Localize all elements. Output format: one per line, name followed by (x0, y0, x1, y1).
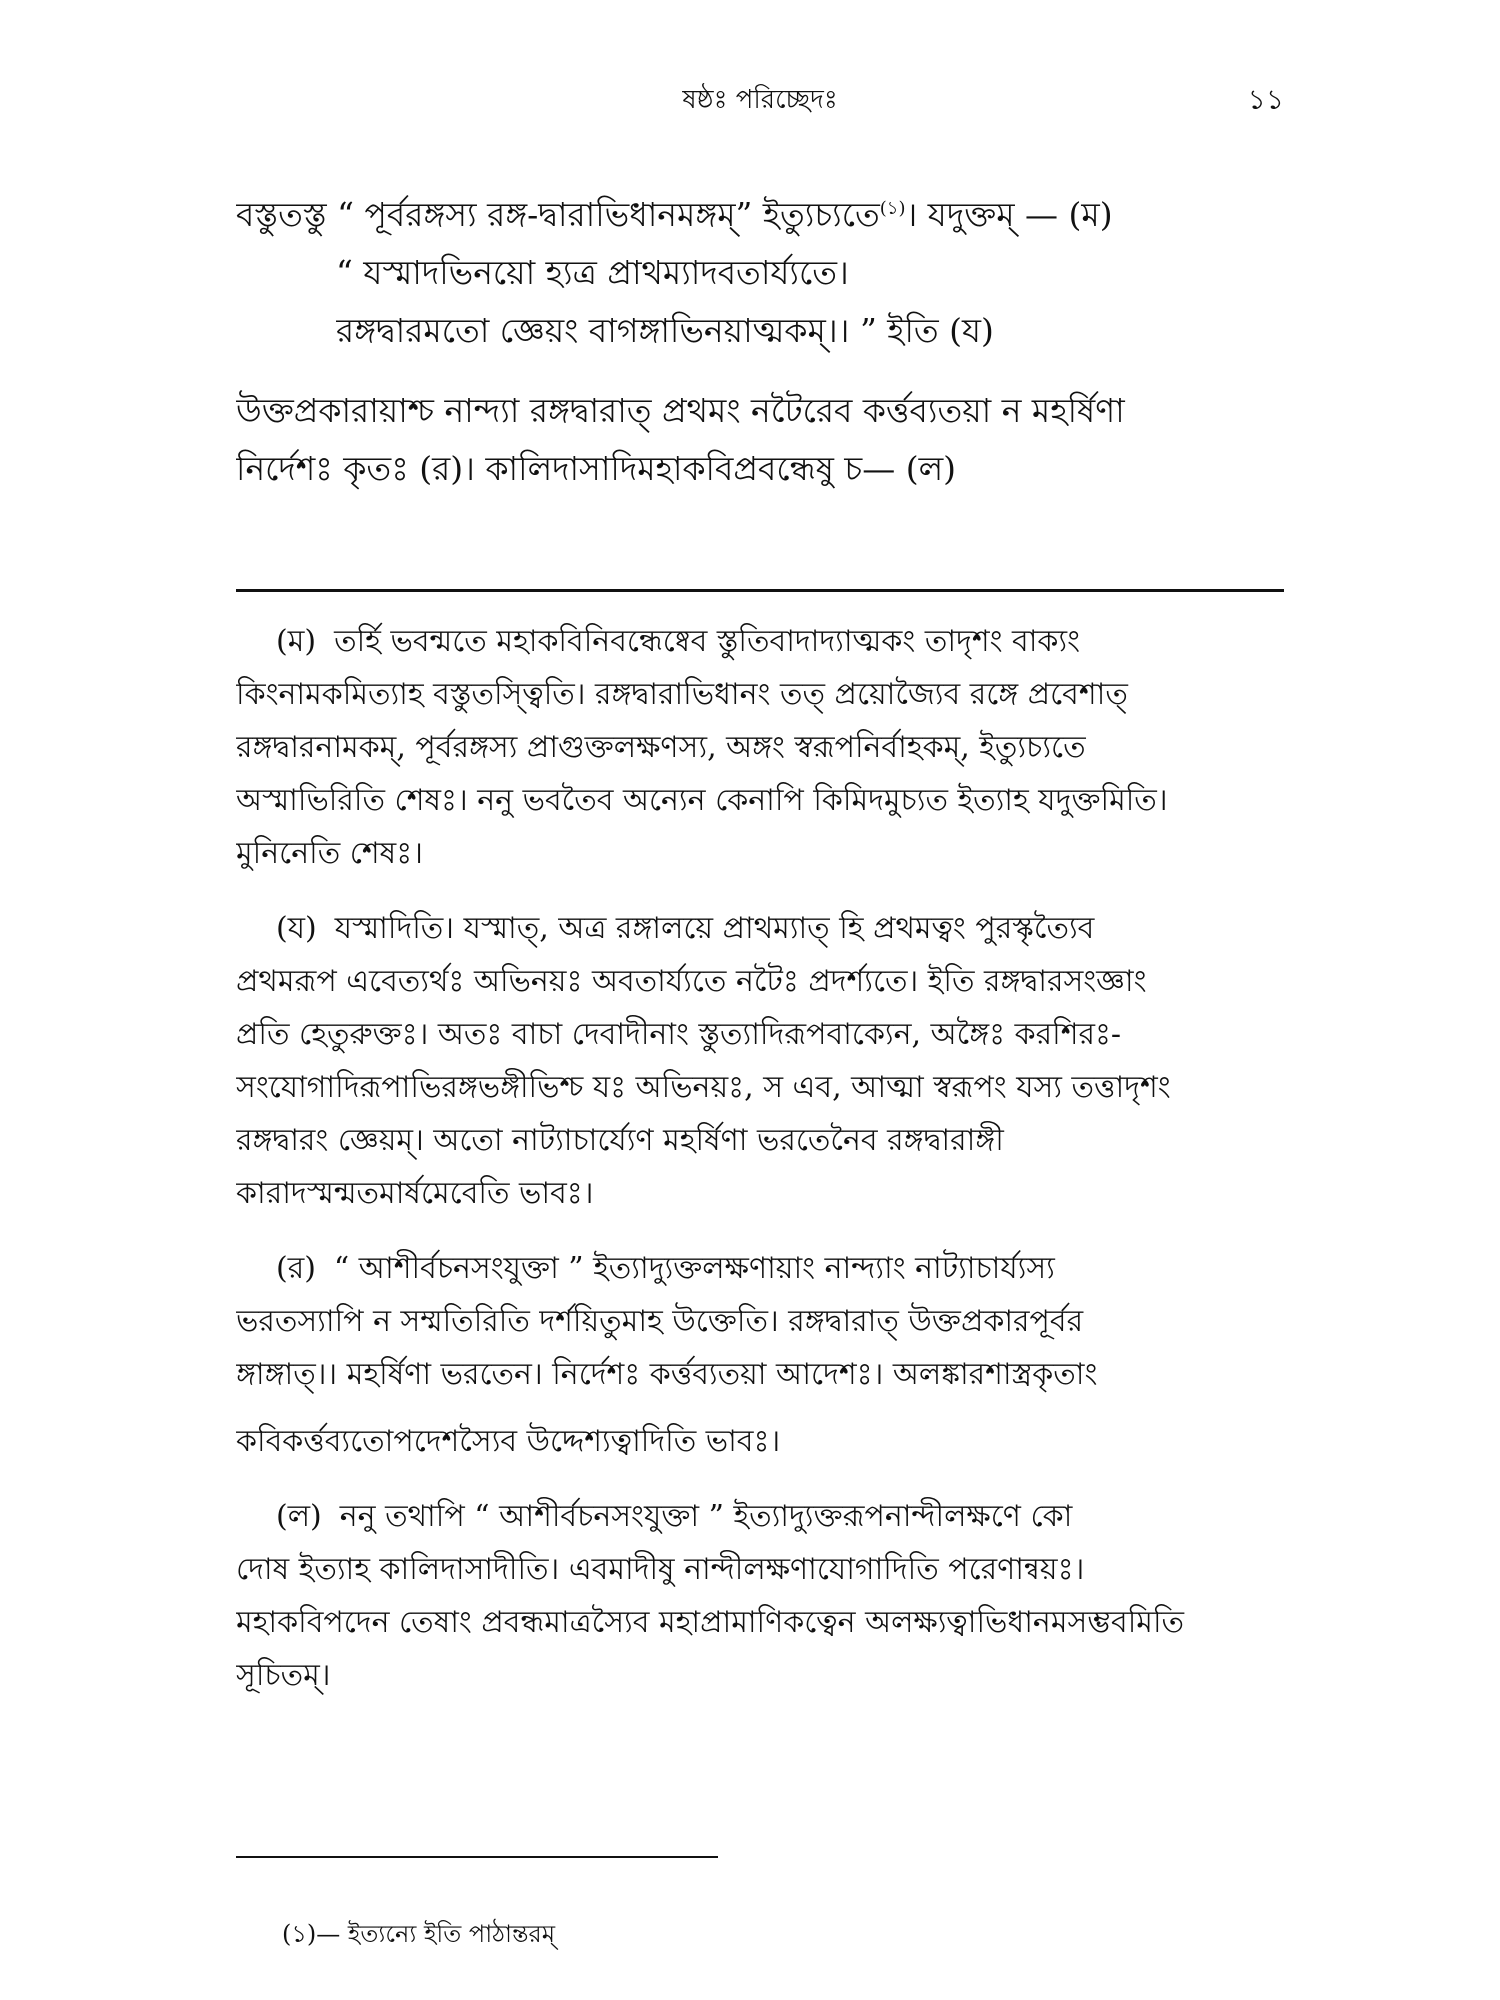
main-text (236, 186, 1284, 498)
page-number: ১১ (1247, 83, 1284, 116)
main-line-5: নির্দেশঃ কৃতঃ (র)। কালিদাসাদিমহাকবিপ্রবন্ধেষু চ— (ল) (236, 449, 957, 488)
commentary-note-la (236, 1490, 1284, 1702)
note-line: মহাকবিপদেন তেষাং প্রবন্ধমাত্রস্যৈব মহাপ্রামাণিকত্বেন অলক্ষ্যত্বাভিধানমসম্ভবমিতি (236, 1605, 1185, 1640)
commentary-note-ra (236, 1242, 1284, 1468)
running-title: ষষ্ঠঃ পরিচ্ছেদঃ (682, 85, 838, 115)
note-line (236, 1490, 1284, 1543)
note-line: সংযোগাদিরূপাভিরঙ্গভঙ্গীভিশ্চ যঃ অভিনয়ঃ, স এব, আত্মা স্বরূপং যস্য তত্তাদৃশং (236, 1070, 1171, 1105)
footnote-divider (236, 1856, 718, 1858)
commentary (236, 615, 1284, 1724)
quoted-verse (236, 244, 1284, 360)
note-label: (ল) (276, 1499, 322, 1534)
note-text: তর্হি ভবন্মতে মহাকবিনিবন্ধেষ্বেব স্তুতিবাদাদ্যাত্মকং তাদৃশং বাক্যং (334, 624, 1081, 659)
commentary-note-ya (236, 902, 1284, 1220)
note-line (236, 1242, 1284, 1295)
note-line: রঙ্গদ্বারং জ্ঞেয়ম্। অতো নাট্যাচার্য্যেণ মহর্ষিণা ভরতেনৈব রঙ্গদ্বারাঙ্গী (236, 1123, 1004, 1158)
verse-line-1: “ যস্মাদভিনয়ো হ্যত্র প্রাথম্যাদবতার্য্যতে। (336, 253, 849, 292)
note-label: (র) (276, 1251, 316, 1286)
note-line: অস্মাভিরিতি শেষঃ। ননু ভবতৈব অন্যেন কেনাপি কিমিদমুচ্যত ইত্যাহ যদুক্তমিতি। (236, 783, 1168, 818)
section-divider (236, 589, 1284, 592)
main-line-4: উক্তপ্রকারায়াশ্চ নান্দ্যা রঙ্গদ্বারাত্ প্রথমং নটৈরেব কর্ত্তব্যতয়া ন মহর্ষিণা (236, 391, 1125, 430)
note-label: (য) (276, 911, 317, 946)
note-text: ননু তথাপি “ আশীর্বচনসংযুক্তা ” ইত্যাদ্যুক্তরূপনান্দীলক্ষণে কো (339, 1499, 1073, 1534)
note-line: সূচিতম্। (236, 1658, 331, 1693)
note-line: কিংনামকমিত্যাহ বস্তুতস্ত্বিতি। রঙ্গদ্বারাভিধানং তত্ প্রয়োজ্যৈব রঙ্গে প্রবেশাত্ (236, 677, 1128, 712)
note-text: “ আশীর্বচনসংযুক্তা ” ইত্যাদ্যুক্তলক্ষণায়াং নান্দ্যাং নাট্যাচার্য্যস্য (333, 1251, 1055, 1286)
note-label: (ম) (276, 624, 317, 659)
main-line-1-tail: । যদুক্তম্ — (ম) (905, 195, 1113, 234)
note-line: কবিকর্ত্তব্যতোপদেশস্যৈব উদ্দেশ্যত্বাদিতি ভাবঃ। (236, 1424, 781, 1459)
note-line: প্রতি হেতুরুক্তঃ। অতঃ বাচা দেবাদীনাং স্তুত্যাদিরূপবাক্যেন, অঙ্গৈঃ করশিরঃ- (236, 1017, 1122, 1052)
commentary-note-ma (236, 615, 1284, 880)
footnote: (১)— ইত্যন্যে ইতি পাঠান্তরম্ (282, 1920, 556, 1948)
footnote-reference: (১) (879, 198, 906, 219)
main-line-1 (236, 186, 1284, 244)
note-line: ঙ্গাঙ্গাত্।। মহর্ষিণা ভরতেন। নির্দেশঃ কর্ত্তব্যতয়া আদেশঃ। অলঙ্কারশাস্ত্রকৃতাং (236, 1357, 1098, 1392)
note-line (236, 902, 1284, 955)
note-line: ভরতস্যাপি ন সম্মতিরিতি দর্শয়িতুমাহ উক্তেতি। রঙ্গদ্বারাত্ উক্তপ্রকারপূর্বর (236, 1304, 1084, 1339)
note-line: মুনিনেতি শেষঃ। (236, 836, 423, 871)
running-head (236, 78, 1284, 122)
note-line: রঙ্গদ্বারনামকম্, পূর্বরঙ্গস্য প্রাগুক্তলক্ষণস্য, অঙ্গং স্বরূপনির্বাহকম্, ইত্যুচ্যতে (236, 730, 1086, 765)
main-line-1-text: বস্তুতস্তু “ পূর্বরঙ্গস্য রঙ্গ-দ্বারাভিধানমঙ্গম্” ইত্যুচ্যতে (236, 195, 880, 234)
note-line (236, 615, 1284, 668)
verse-line-2: রঙ্গদ্বারমতো জ্ঞেয়ং বাগঙ্গাভিনয়াত্মকম্।। ” ইতি (য) (336, 311, 994, 350)
note-line: প্রথমরূপ এবেত্যর্থঃ অভিনয়ঃ অবতার্য্যতে নটৈঃ প্রদর্শ্যতে। ইতি রঙ্গদ্বারসংজ্ঞাং (236, 964, 1147, 999)
note-line: কারাদস্মন্মতমার্ষমেবেতি ভাবঃ। (236, 1176, 594, 1211)
note-text: যস্মাদিতি। যস্মাত্, অত্র রঙ্গালয়ে প্রাথম্যাত্ হি প্রথমত্বং পুরস্কৃত্যৈব (334, 911, 1095, 946)
note-line: দোষ ইত্যাহ কালিদাসাদীতি। এবমাদীষু নান্দীলক্ষণাযোগাদিতি পরেণান্বয়ঃ। (236, 1552, 1085, 1587)
